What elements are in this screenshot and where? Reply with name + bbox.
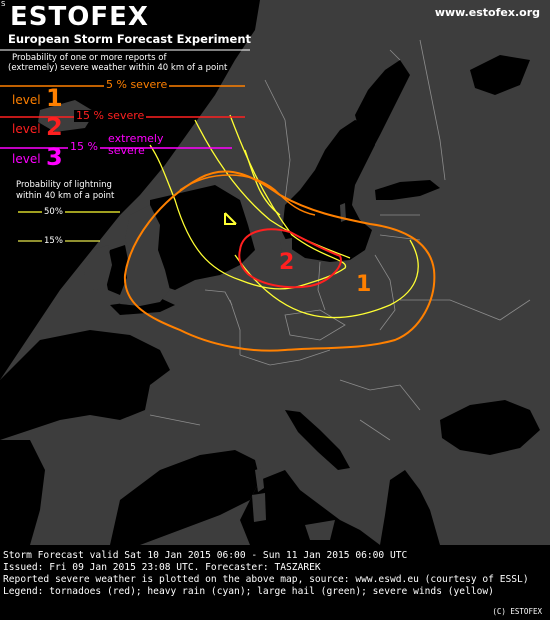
forecast-footer (0, 545, 550, 620)
baltic-sea (282, 120, 375, 262)
black-sea (440, 400, 540, 455)
lightning-title-line-2: within 40 km of a point (16, 191, 115, 201)
lightning-50-label: 50% (44, 207, 63, 217)
border-sweden-finland (390, 50, 400, 60)
atlantic-iberia (0, 440, 45, 545)
border-france-spain (150, 415, 200, 425)
forecast-issued: Issued: Fri 09 Jan 2015 23:08 UTC. Forecaster: TASZAREK (3, 562, 321, 573)
prob-title-line-2: (extremely) severe weather within 40 km of a point (8, 63, 228, 73)
bay-of-biscay (0, 330, 170, 440)
border-czech (285, 310, 345, 340)
border-finland-russia (420, 40, 445, 180)
level-2-number: 2 (46, 113, 63, 141)
western-mediterranean (110, 450, 260, 545)
border-norway-sweden (265, 80, 290, 200)
level-3-desc-1: extremely (108, 132, 164, 145)
level-3-desc-2: severe (108, 144, 145, 157)
border-ukraine (400, 300, 530, 320)
level-1-word: level (12, 93, 41, 107)
level-3-word: level (12, 152, 41, 166)
map-level-1-label: 1 (356, 272, 372, 297)
level-1-desc: 5 % severe (106, 78, 168, 91)
border-poland-east (375, 255, 395, 330)
corner-mark: S (1, 0, 6, 8)
forecast-validity: Storm Forecast valid Sat 10 Jan 2015 06:00 - Sun 11 Jan 2015 06:00 UTC (3, 550, 408, 561)
level-2-word: level (12, 122, 41, 136)
prob-title-line-1: Probability of one or more reports of (12, 53, 167, 63)
level-2-desc: 15 % severe (76, 109, 145, 122)
gulf-of-bothnia (355, 60, 410, 150)
site-url[interactable]: www.estofex.org (434, 6, 540, 19)
border-balkans (340, 380, 420, 440)
border-germany-poland (318, 262, 325, 310)
sardinia (252, 493, 266, 522)
lightning-15-label: 15% (44, 236, 63, 246)
level-3-desc-pct: 15 % (70, 140, 98, 153)
site-title: ESTOFEX (10, 2, 149, 32)
site-subtitle: European Storm Forecast Experiment (8, 32, 252, 46)
border-alps (240, 350, 330, 365)
white-sea (470, 55, 530, 95)
reports-legend: Legend: tornadoes (red); heavy rain (cyan); large hail (green); severe winds (yellow) (3, 586, 494, 597)
copyright: (C) ESTOFEX (492, 607, 542, 616)
reports-source: Reported severe weather is plotted on the above map, source: www.eswd.eu (courtesy of ESSL) (3, 574, 529, 585)
aegean-sea (380, 470, 440, 545)
lightning-title-line-1: Probability of lightning (16, 180, 112, 190)
level-1-number: 1 (46, 84, 63, 112)
level-3-number: 3 (46, 143, 63, 171)
map-level-2-label: 2 (279, 250, 295, 275)
border-benelux (205, 290, 232, 305)
adriatic-sea (285, 410, 350, 470)
gulf-of-finland (375, 180, 440, 200)
